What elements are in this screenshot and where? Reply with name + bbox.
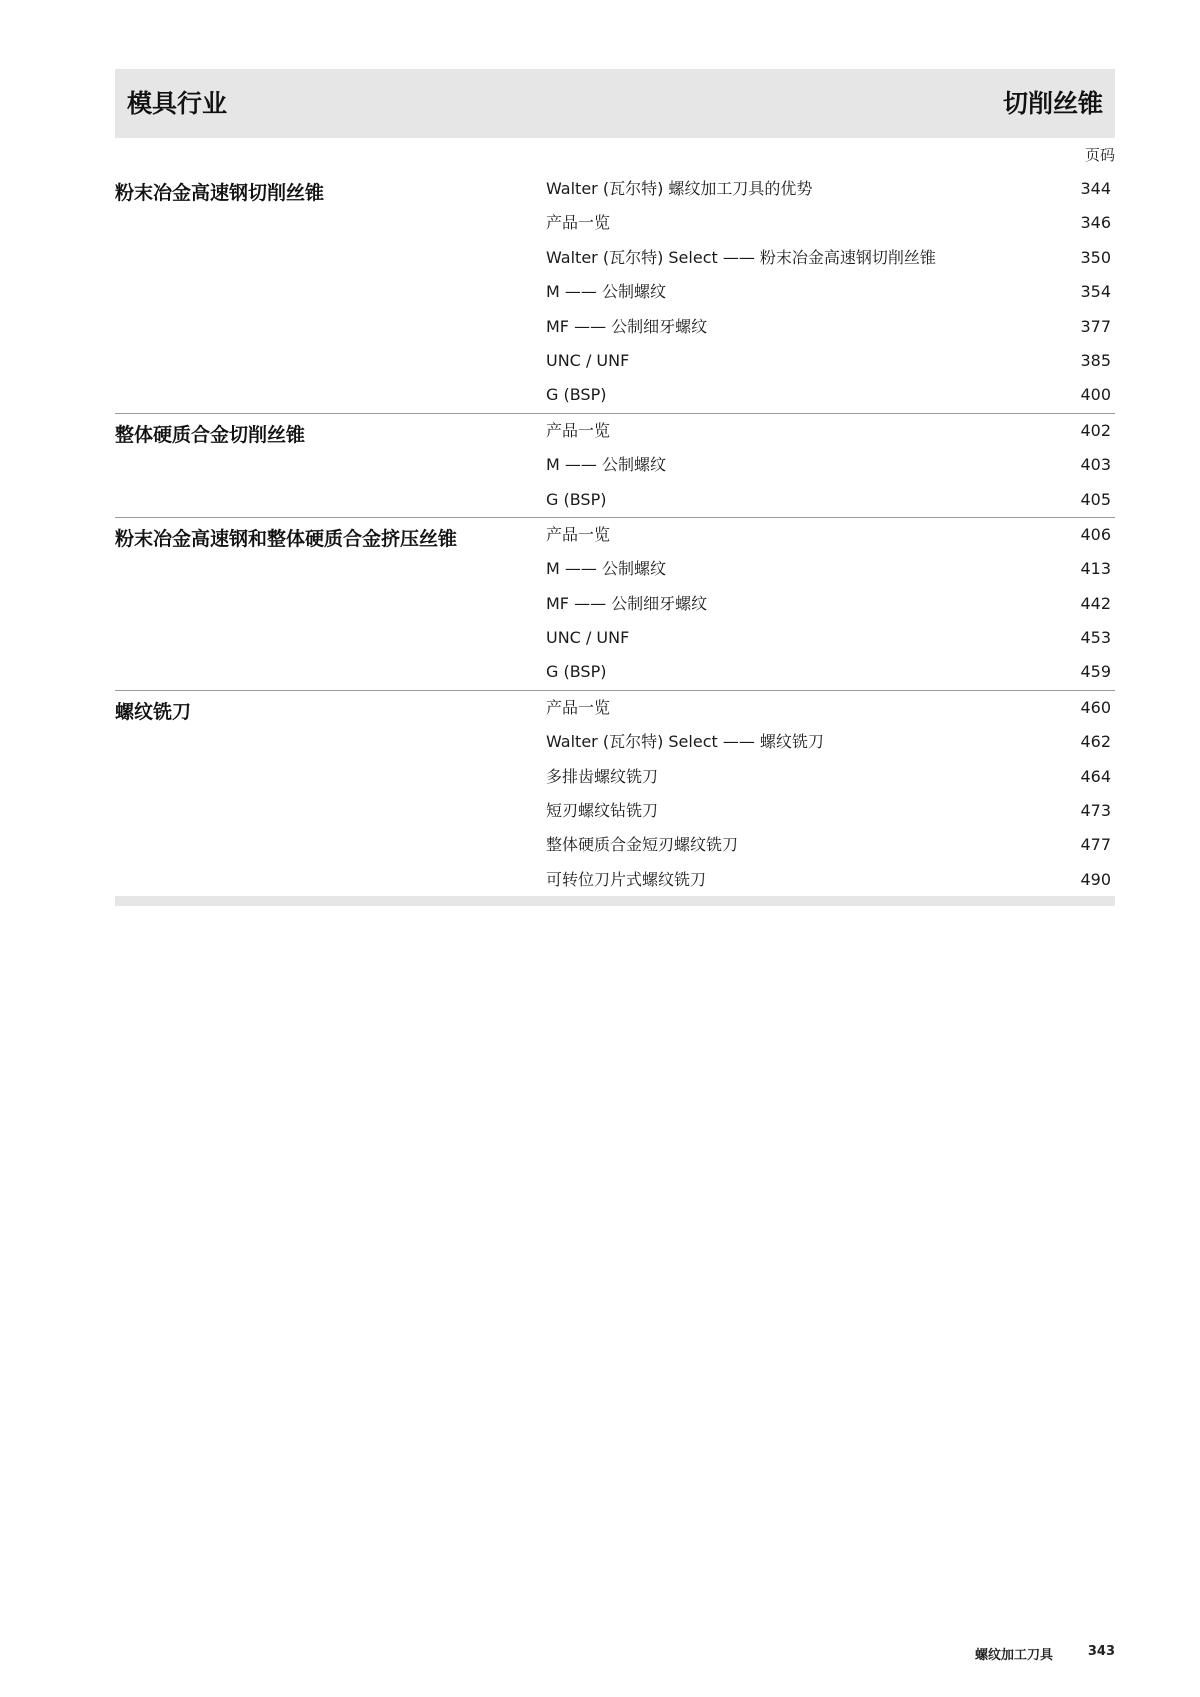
toc-entry[interactable]	[546, 206, 1115, 240]
footer-title: 螺纹加工刀具	[974, 1648, 1053, 1663]
page-title: 模具行业	[127, 89, 228, 118]
entry-label: M —— 公制螺纹	[546, 455, 666, 475]
entry-page-number: 473	[1080, 801, 1111, 821]
entry-list	[546, 691, 1115, 897]
entry-label: 产品一览	[546, 213, 611, 233]
toc-entry[interactable]	[546, 172, 1115, 206]
entry-page-number: 460	[1080, 697, 1111, 717]
table-of-contents	[115, 172, 1115, 897]
entry-page-number: 350	[1080, 247, 1111, 267]
entry-page-number: 385	[1080, 350, 1111, 370]
entry-label: G (BSP)	[546, 489, 607, 509]
entry-page-number: 377	[1080, 316, 1111, 336]
entry-list	[546, 172, 1115, 413]
toc-entry[interactable]	[546, 448, 1115, 482]
section-title: 螺纹铣刀	[115, 700, 192, 723]
toc-section	[115, 518, 1115, 691]
toc-entry[interactable]	[546, 552, 1115, 586]
entry-page-number: 459	[1080, 662, 1111, 682]
page-column-header: 页码	[1084, 146, 1115, 164]
entry-label: UNC / UNF	[546, 350, 630, 370]
entry-label: 产品一览	[546, 524, 611, 544]
section-title: 整体硬质合金切削丝锥	[115, 423, 306, 446]
entry-label: 短刃螺纹钻铣刀	[546, 801, 659, 821]
entry-page-number: 490	[1080, 869, 1111, 889]
toc-section	[115, 172, 1115, 414]
entry-page-number: 405	[1080, 489, 1111, 509]
entry-page-number: 406	[1080, 524, 1111, 544]
toc-entry[interactable]	[546, 794, 1115, 828]
entry-list	[546, 518, 1115, 690]
toc-entry[interactable]	[546, 275, 1115, 309]
toc-entry[interactable]	[546, 760, 1115, 794]
entry-page-number: 413	[1080, 559, 1111, 579]
entry-label: G (BSP)	[546, 385, 607, 405]
toc-entry[interactable]	[546, 344, 1115, 378]
entry-label: 产品一览	[546, 420, 611, 440]
entry-label: Walter (瓦尔特) Select —— 螺纹铣刀	[546, 732, 824, 752]
chapter-title: 切削丝锥	[1002, 89, 1103, 118]
entry-page-number: 403	[1080, 455, 1111, 475]
entry-label: 整体硬质合金短刃螺纹铣刀	[546, 835, 739, 855]
entry-page-number: 464	[1080, 766, 1111, 786]
entry-label: Walter (瓦尔特) 螺纹加工刀具的优势	[546, 179, 813, 198]
entry-label: Walter (瓦尔特) Select —— 粉末冶金高速钢切削丝锥	[546, 247, 936, 267]
toc-entry[interactable]	[546, 725, 1115, 759]
entry-page-number: 477	[1080, 835, 1111, 855]
entry-page-number: 442	[1080, 593, 1111, 613]
toc-entry[interactable]	[546, 518, 1115, 552]
footer-page-number: 343	[1087, 1644, 1115, 1659]
toc-section	[115, 414, 1115, 518]
toc-entry[interactable]	[546, 655, 1115, 689]
entry-page-number: 400	[1080, 385, 1111, 405]
toc-entry[interactable]	[546, 587, 1115, 621]
entry-label: UNC / UNF	[546, 628, 630, 648]
toc-section	[115, 691, 1115, 897]
entry-page-number: 453	[1080, 628, 1111, 648]
entry-label: 产品一览	[546, 697, 611, 717]
toc-entry[interactable]	[546, 483, 1115, 517]
section-title: 粉末冶金高速钢和整体硬质合金挤压丝锥	[115, 527, 458, 550]
entry-page-number: 402	[1080, 420, 1111, 440]
section-title: 粉末冶金高速钢切削丝锥	[115, 182, 325, 204]
entry-label: MF —— 公制细牙螺纹	[546, 316, 708, 336]
entry-label: G (BSP)	[546, 662, 607, 682]
entry-label: 可转位刀片式螺纹铣刀	[546, 869, 707, 889]
footer-divider	[115, 896, 1115, 906]
entry-label: MF —— 公制细牙螺纹	[546, 593, 708, 613]
header-band	[115, 69, 1115, 138]
toc-entry[interactable]	[546, 378, 1115, 412]
entry-page-number: 354	[1080, 282, 1111, 302]
toc-entry[interactable]	[546, 621, 1115, 655]
entry-page-number: 346	[1080, 213, 1111, 233]
entry-page-number: 462	[1080, 732, 1111, 752]
entry-label: 多排齿螺纹铣刀	[546, 766, 659, 786]
toc-entry[interactable]	[546, 863, 1115, 897]
toc-entry[interactable]	[546, 414, 1115, 448]
entry-label: M —— 公制螺纹	[546, 282, 666, 302]
toc-entry[interactable]	[546, 310, 1115, 344]
entry-list	[546, 414, 1115, 517]
toc-entry[interactable]	[546, 241, 1115, 275]
entry-page-number: 344	[1080, 179, 1111, 198]
entry-label: M —— 公制螺纹	[546, 559, 666, 579]
toc-entry[interactable]	[546, 691, 1115, 725]
toc-entry[interactable]	[546, 828, 1115, 862]
